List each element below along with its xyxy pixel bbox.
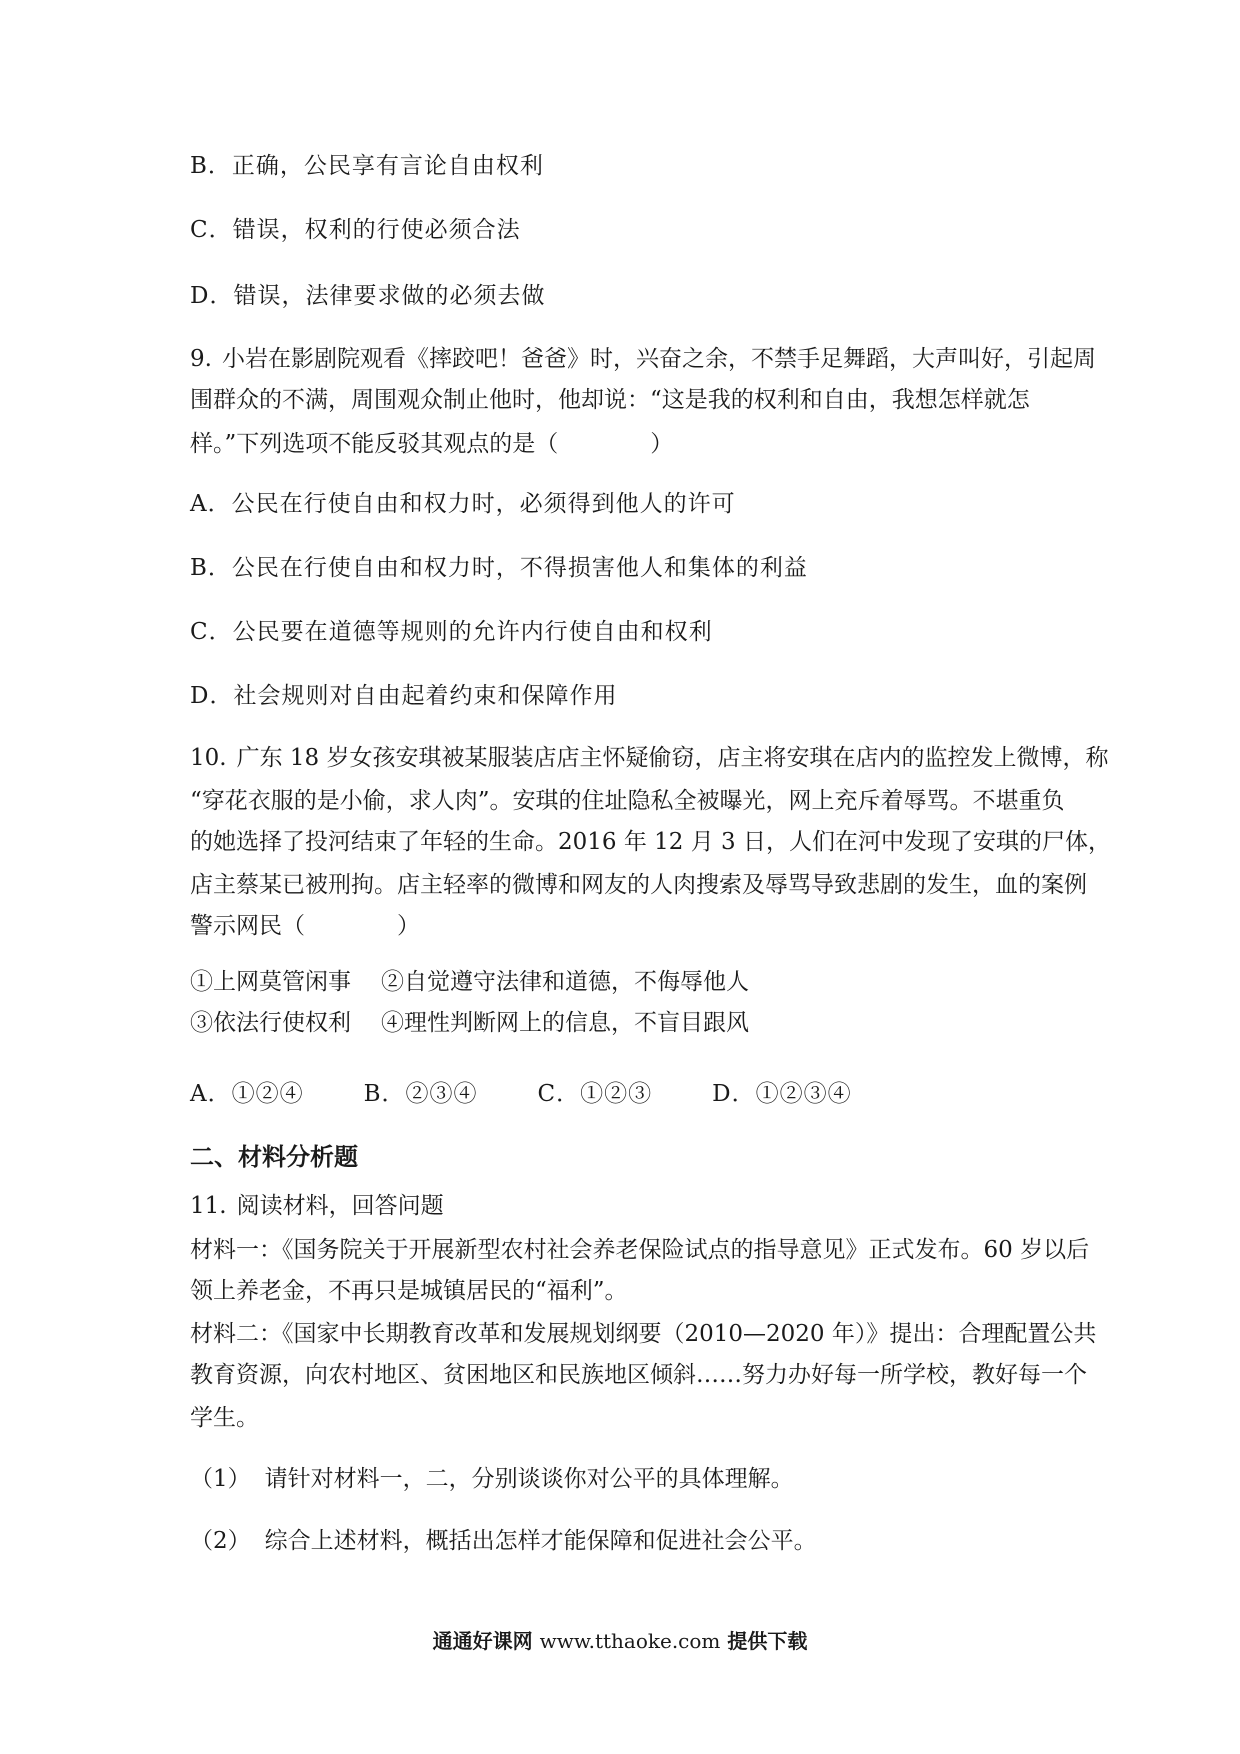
q11-prompt-line: [190, 1191, 444, 1221]
q10-statement-2: ②自觉遵守法律和道德，不侮辱他人: [381, 969, 749, 995]
q11-number: 11.: [190, 1193, 227, 1219]
sub-question-2-text: 综合上述材料，概括出怎样才能保障和促进社会公平。: [264, 1528, 817, 1554]
material-1-line-1: 材料一：《国务院关于开展新型农村社会养老保险试点的指导意见》正式发布。60 岁以后: [190, 1237, 1090, 1263]
material-1-line-2: 领上养老金，不再只是城镇居民的“福利”。: [190, 1278, 628, 1304]
q9-number: 9.: [190, 346, 212, 372]
q10-stem-line-4: 店主蔡某已被刑拘。店主轻率的微博和网友的人肉搜索及辱骂导致悲剧的发生，血的案例: [190, 872, 1087, 898]
q10-statements-row-1: [190, 967, 749, 997]
q10-stem-line-2: “穿花衣服的是小偷，求人肉”。安琪的住址隐私全被曝光，网上充斥着辱骂。不堪重负: [190, 788, 1065, 814]
q10-option-b: B．②③④: [363, 1081, 478, 1107]
sub-question-2: [190, 1526, 817, 1556]
q10-stem-line-1: [190, 743, 1108, 773]
q10-stem-line-5: 警示网民（ ）: [190, 913, 420, 939]
material-2-line-3: 学生。: [190, 1405, 259, 1431]
q8-option-c: C．错误，权利的行使必须合法: [190, 217, 521, 243]
section-heading: 二、材料分析题: [190, 1143, 358, 1171]
q10-statement-4: ④理性判断网上的信息，不盲目跟风: [381, 1010, 749, 1036]
q10-statement-3: ③依法行使权利: [190, 1010, 351, 1036]
q10-option-d: D．①②③④: [712, 1081, 852, 1107]
q10-statements-row-2: [190, 1008, 749, 1038]
q10-stem-line-3: 的她选择了投河结束了年轻的生命。2016 年 12 月 3 日，人们在河中发现了安琪的尸体，: [190, 829, 1111, 855]
q9-option-c: C．公民要在道德等规则的允许内行使自由和权利: [190, 619, 713, 645]
q9-option-d: D．社会规则对自由起着约束和保障作用: [190, 683, 618, 709]
sub-question-2-number: （2）: [190, 1528, 251, 1554]
q10-options-row: [190, 1079, 852, 1109]
q9-option-b: B．公民在行使自由和权力时，不得损害他人和集体的利益: [190, 555, 808, 581]
q9-stem-line-1: [190, 344, 1096, 374]
sub-question-1: [190, 1464, 794, 1494]
q11-prompt: 阅读材料，回答问题: [236, 1193, 444, 1219]
q10-statement-1: ①上网莫管闲事: [190, 969, 351, 995]
q8-option-b: B．正确，公民享有言论自由权利: [190, 153, 544, 179]
q9-stem-line-3: 样。”下列选项不能反驳其观点的是（ ）: [190, 431, 674, 457]
footer-suffix: 提供下载: [727, 1629, 808, 1653]
material-2-line-1: 材料二：《国家中长期教育改革和发展规划纲要（2010—2020 年）》提出：合理配置公共: [190, 1321, 1097, 1347]
page-footer: [0, 1627, 1240, 1655]
sub-question-1-text: 请针对材料一，二，分别谈谈你对公平的具体理解。: [264, 1466, 794, 1492]
material-2-line-2: 教育资源，向农村地区、贫困地区和民族地区倾斜……努力办好每一所学校，教好每一个: [190, 1362, 1087, 1388]
q9-option-a: A．公民在行使自由和权力时，必须得到他人的许可: [190, 491, 736, 517]
footer-url: www.tthaoke.com: [539, 1629, 721, 1653]
sub-question-1-number: （1）: [190, 1466, 251, 1492]
q10-text-1: 广东 18 岁女孩安琪被某服装店店主怀疑偷窃，店主将安琪在店内的监控发上微博，称: [236, 745, 1109, 771]
q9-stem-line-2: 围群众的不满，周围观众制止他时，他却说：“这是我的权利和自由，我想怎样就怎: [190, 387, 1030, 413]
q8-option-d: D．错误，法律要求做的必须去做: [190, 283, 546, 309]
footer-site-name: 通通好课网: [432, 1629, 533, 1653]
q10-option-c: C．①②③: [537, 1081, 653, 1107]
q9-text-1: 小岩在影剧院观看《摔跤吧！爸爸》时，兴奋之余，不禁手足舞蹈，大声叫好，引起周: [221, 346, 1096, 372]
q10-option-a: A．①②④: [190, 1081, 304, 1107]
q10-number: 10.: [190, 745, 227, 771]
